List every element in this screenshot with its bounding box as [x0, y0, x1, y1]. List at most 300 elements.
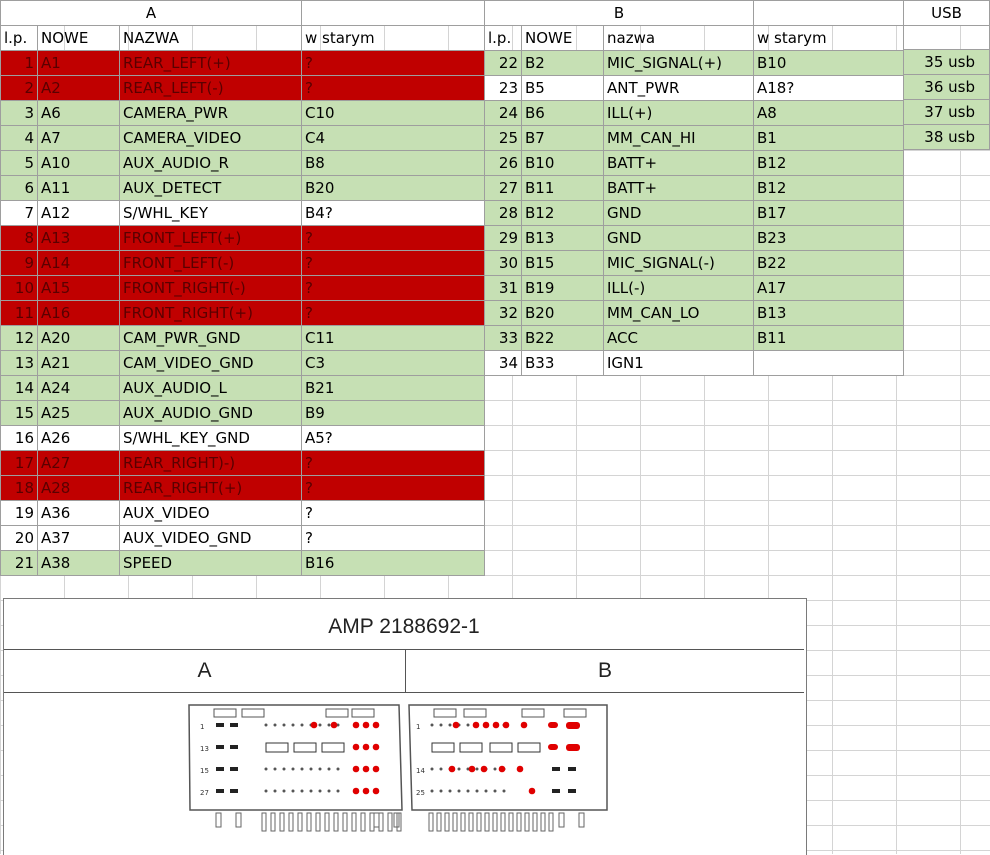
contact: [460, 743, 482, 752]
cell-nowe[interactable]: A24: [38, 376, 120, 401]
cell-nazwa[interactable]: ILL(-): [604, 276, 754, 301]
cell-nowe[interactable]: A26: [38, 426, 120, 451]
cell-nowe[interactable]: A28: [38, 476, 120, 501]
cell-nowe[interactable]: A20: [38, 326, 120, 351]
header-lp[interactable]: l.p.: [1, 26, 38, 51]
contact: [310, 790, 313, 793]
connector-label-b: B: [406, 649, 804, 693]
contact: [449, 790, 452, 793]
cell-w-starym[interactable]: ?: [302, 276, 485, 301]
cell-w-starym[interactable]: B23: [754, 226, 904, 251]
contact: [266, 743, 288, 752]
table-row: [485, 101, 904, 126]
contact: [440, 724, 443, 727]
cell-nazwa[interactable]: CAM_PWR_GND: [120, 326, 302, 351]
contact: [265, 790, 268, 793]
pin: [271, 813, 275, 831]
cell-w-starym[interactable]: ?: [302, 301, 485, 326]
cell-lp[interactable]: 11: [1, 301, 38, 326]
contact: [283, 724, 286, 727]
pin: [501, 813, 505, 831]
table-row: [485, 351, 904, 376]
cell-nazwa[interactable]: AUX_VIDEO: [120, 501, 302, 526]
contact: [568, 789, 576, 793]
housing-a: [189, 705, 402, 810]
table-row: [1, 276, 485, 301]
table-row: [485, 126, 904, 151]
cell-usb[interactable]: 38 usb: [904, 125, 990, 150]
cell-nowe[interactable]: A15: [38, 276, 120, 301]
table-row: [485, 176, 904, 201]
table-a-title[interactable]: A: [1, 1, 302, 26]
contact: [292, 768, 295, 771]
table-row: [485, 151, 904, 176]
cell-nowe[interactable]: A36: [38, 501, 120, 526]
cell-usb[interactable]: 35 usb: [904, 50, 990, 75]
cell-lp[interactable]: 19: [1, 501, 38, 526]
table-row: [1, 301, 485, 326]
cell-nazwa[interactable]: IGN1: [604, 351, 754, 376]
cell-w-starym[interactable]: A18?: [754, 76, 904, 101]
red-marker: [548, 722, 558, 728]
contact: [328, 724, 331, 727]
contact: [216, 745, 224, 749]
cell-w-starym[interactable]: B17: [754, 201, 904, 226]
contact: [301, 724, 304, 727]
cell-w-starym[interactable]: B20: [302, 176, 485, 201]
red-marker: [373, 788, 380, 795]
red-marker: [353, 722, 360, 729]
table-row: [1, 201, 485, 226]
cell-lp[interactable]: 2: [1, 76, 38, 101]
table-row: [1, 376, 485, 401]
contact: [568, 767, 576, 771]
cell-w-starym[interactable]: B4?: [302, 201, 485, 226]
cell-w-starym[interactable]: B8: [302, 151, 485, 176]
pin: [374, 813, 379, 827]
pin: [388, 813, 392, 831]
latch: [564, 709, 586, 717]
contact: [476, 768, 479, 771]
cell-nowe[interactable]: B10: [522, 151, 604, 176]
table-row: [1, 526, 485, 551]
header-w-starym[interactable]: w starym: [754, 26, 904, 51]
cell-w-starym[interactable]: ?: [302, 476, 485, 501]
table-row: [1, 426, 485, 451]
contact: [274, 768, 277, 771]
cell-nazwa[interactable]: REAR_RIGHT)-): [120, 451, 302, 476]
cell-lp[interactable]: 17: [1, 451, 38, 476]
red-marker: [453, 722, 460, 729]
cell-w-starym[interactable]: C11: [302, 326, 485, 351]
cell-nowe[interactable]: A25: [38, 401, 120, 426]
table-row: [485, 276, 904, 301]
pin: [316, 813, 320, 831]
pin-label-b: 25: [416, 789, 425, 797]
contact: [494, 768, 497, 771]
cell-nazwa[interactable]: AUX_AUDIO_L: [120, 376, 302, 401]
table-row: [1, 501, 485, 526]
header-w-starym[interactable]: w starym: [302, 26, 485, 51]
cell-nowe[interactable]: A12: [38, 201, 120, 226]
contact: [328, 768, 331, 771]
header-lp[interactable]: l.p.: [485, 26, 522, 51]
cell-nowe[interactable]: B15: [522, 251, 604, 276]
cell-lp[interactable]: 23: [485, 76, 522, 101]
cell-usb[interactable]: 36 usb: [904, 75, 990, 100]
table-row: [904, 125, 990, 150]
cell-w-starym[interactable]: A17: [754, 276, 904, 301]
contact: [552, 789, 560, 793]
pin: [352, 813, 356, 831]
cell-w-starym[interactable]: C10: [302, 101, 485, 126]
cell-lp[interactable]: 28: [485, 201, 522, 226]
pin: [298, 813, 302, 831]
contact: [319, 724, 322, 727]
cell-lp[interactable]: 27: [485, 176, 522, 201]
pin: [236, 813, 241, 827]
red-marker: [363, 766, 370, 773]
contact: [283, 768, 286, 771]
cell-nazwa[interactable]: AUX_AUDIO_R: [120, 151, 302, 176]
cell-w-starym[interactable]: ?: [302, 51, 485, 76]
pin: [343, 813, 347, 831]
red-marker: [503, 722, 510, 729]
cell-lp[interactable]: 20: [1, 526, 38, 551]
cell-nazwa[interactable]: BATT+: [604, 176, 754, 201]
contact: [301, 790, 304, 793]
cell-lp[interactable]: 24: [485, 101, 522, 126]
cell-lp[interactable]: 14: [1, 376, 38, 401]
table-row: [1, 476, 485, 501]
cell-lp[interactable]: 15: [1, 401, 38, 426]
cell-nowe[interactable]: A13: [38, 226, 120, 251]
latch: [522, 709, 544, 717]
cell-nazwa[interactable]: MM_CAN_LO: [604, 301, 754, 326]
cell-nazwa[interactable]: MIC_SIGNAL(-): [604, 251, 754, 276]
cell-lp[interactable]: 8: [1, 226, 38, 251]
contact: [431, 768, 434, 771]
contact: [301, 768, 304, 771]
pin: [485, 813, 489, 831]
red-marker: [373, 744, 380, 751]
cell-nowe[interactable]: A10: [38, 151, 120, 176]
cell-w-starym[interactable]: ?: [302, 526, 485, 551]
red-marker: [363, 788, 370, 795]
cell-nowe[interactable]: A7: [38, 126, 120, 151]
cell-w-starym[interactable]: ?: [302, 451, 485, 476]
cell-nowe[interactable]: B20: [522, 301, 604, 326]
red-marker: [353, 744, 360, 751]
table-row: [1, 351, 485, 376]
cell-lp[interactable]: 34: [485, 351, 522, 376]
red-marker: [483, 722, 490, 729]
cell-nazwa[interactable]: MM_CAN_HI: [604, 126, 754, 151]
cell-nazwa[interactable]: CAM_VIDEO_GND: [120, 351, 302, 376]
cell-nowe[interactable]: A14: [38, 251, 120, 276]
cell-lp[interactable]: 33: [485, 326, 522, 351]
cell-nazwa[interactable]: SPEED: [120, 551, 302, 576]
table-row: [485, 326, 904, 351]
cell-nazwa[interactable]: AUX_AUDIO_GND: [120, 401, 302, 426]
latch: [326, 709, 348, 717]
table-b: [484, 0, 904, 376]
contact: [322, 743, 344, 752]
red-marker: [449, 766, 456, 773]
contact: [337, 790, 340, 793]
cell-nowe[interactable]: B11: [522, 176, 604, 201]
cell[interactable]: [754, 1, 904, 26]
cell-nazwa[interactable]: ACC: [604, 326, 754, 351]
red-marker: [373, 722, 380, 729]
cell-nowe[interactable]: B13: [522, 226, 604, 251]
cell-nowe[interactable]: B7: [522, 126, 604, 151]
cell-nowe[interactable]: B33: [522, 351, 604, 376]
pin: [533, 813, 537, 831]
cell-nazwa[interactable]: CAMERA_VIDEO: [120, 126, 302, 151]
pin: [429, 813, 433, 831]
table-usb: [903, 0, 990, 150]
contact: [230, 723, 238, 727]
table-row: [1, 76, 485, 101]
table-row: [1, 101, 485, 126]
red-marker: [493, 722, 500, 729]
contact: [503, 790, 506, 793]
connector-title: AMP 2188692-1: [4, 599, 804, 650]
cell-nowe[interactable]: B2: [522, 51, 604, 76]
table-row: [485, 226, 904, 251]
cell-lp[interactable]: 25: [485, 126, 522, 151]
cell-w-starym[interactable]: B12: [754, 151, 904, 176]
table-row: [904, 75, 990, 100]
cell-w-starym[interactable]: B16: [302, 551, 485, 576]
header-nowe[interactable]: NOWE: [38, 26, 120, 51]
cell-nowe[interactable]: A38: [38, 551, 120, 576]
cell-nowe[interactable]: B12: [522, 201, 604, 226]
latch: [214, 709, 236, 717]
cell-lp[interactable]: 4: [1, 126, 38, 151]
cell-nowe[interactable]: B19: [522, 276, 604, 301]
cell-lp[interactable]: 18: [1, 476, 38, 501]
pin: [541, 813, 545, 831]
cell-nowe[interactable]: A21: [38, 351, 120, 376]
cell-lp[interactable]: 3: [1, 101, 38, 126]
cell-lp[interactable]: 10: [1, 276, 38, 301]
pin: [334, 813, 338, 831]
red-marker: [521, 722, 528, 729]
table-usb-title[interactable]: USB: [904, 1, 990, 26]
pin: [469, 813, 473, 831]
contact: [337, 768, 340, 771]
contact: [449, 724, 452, 727]
cell-lp[interactable]: 9: [1, 251, 38, 276]
table-row: [1, 326, 485, 351]
table-row: [1, 126, 485, 151]
cell-lp[interactable]: 21: [1, 551, 38, 576]
cell-nazwa[interactable]: REAR_LEFT(-): [120, 76, 302, 101]
cell-w-starym[interactable]: A8: [754, 101, 904, 126]
cell-lp[interactable]: 12: [1, 326, 38, 351]
pin: [325, 813, 329, 831]
pin-label-a: 27: [200, 789, 209, 797]
pin: [493, 813, 497, 831]
cell-nazwa[interactable]: ANT_PWR: [604, 76, 754, 101]
pin-label-a: 1: [200, 723, 205, 731]
cell-nazwa[interactable]: FRONT_LEFT(-): [120, 251, 302, 276]
contact: [440, 768, 443, 771]
cell-w-starym[interactable]: ?: [302, 226, 485, 251]
contact: [440, 790, 443, 793]
cell-nowe[interactable]: A11: [38, 176, 120, 201]
cell-nowe[interactable]: A16: [38, 301, 120, 326]
cell-w-starym[interactable]: ?: [302, 76, 485, 101]
cell-w-starym[interactable]: B11: [754, 326, 904, 351]
red-marker: [529, 788, 536, 795]
pin: [477, 813, 481, 831]
pin: [549, 813, 553, 831]
header-nowe[interactable]: NOWE: [522, 26, 604, 51]
cell-nowe[interactable]: A37: [38, 526, 120, 551]
cell-nazwa[interactable]: FRONT_RIGHT(-): [120, 276, 302, 301]
red-marker: [473, 722, 480, 729]
cell-nazwa[interactable]: ILL(+): [604, 101, 754, 126]
cell-nazwa[interactable]: BATT+: [604, 151, 754, 176]
cell-nazwa[interactable]: S/WHL_KEY_GND: [120, 426, 302, 451]
cell-nazwa[interactable]: CAMERA_PWR: [120, 101, 302, 126]
red-marker: [311, 722, 318, 729]
cell-w-starym[interactable]: B12: [754, 176, 904, 201]
cell-w-starym[interactable]: C4: [302, 126, 485, 151]
cell-lp[interactable]: 7: [1, 201, 38, 226]
latch: [434, 709, 456, 717]
cell-nazwa[interactable]: REAR_LEFT(+): [120, 51, 302, 76]
contact: [431, 790, 434, 793]
cell-lp[interactable]: 13: [1, 351, 38, 376]
cell-nowe[interactable]: A1: [38, 51, 120, 76]
latch: [242, 709, 264, 717]
contact: [432, 743, 454, 752]
cell-lp[interactable]: 22: [485, 51, 522, 76]
cell-w-starym[interactable]: B13: [754, 301, 904, 326]
cell-nazwa[interactable]: AUX_DETECT: [120, 176, 302, 201]
cell-nowe[interactable]: A2: [38, 76, 120, 101]
pin: [579, 813, 584, 827]
cell-lp[interactable]: 32: [485, 301, 522, 326]
cell-nazwa[interactable]: REAR_RIGHT(+): [120, 476, 302, 501]
red-marker: [499, 766, 506, 773]
contact: [310, 768, 313, 771]
cell-nazwa[interactable]: FRONT_RIGHT(+): [120, 301, 302, 326]
cell-nowe[interactable]: B5: [522, 76, 604, 101]
cell-lp[interactable]: 5: [1, 151, 38, 176]
table-b-title[interactable]: B: [485, 1, 754, 26]
contact: [216, 789, 224, 793]
contact: [292, 790, 295, 793]
cell-lp[interactable]: 16: [1, 426, 38, 451]
pin: [361, 813, 365, 831]
table-row: [904, 50, 990, 75]
cell-nowe[interactable]: B6: [522, 101, 604, 126]
cell-lp[interactable]: 31: [485, 276, 522, 301]
cell-nazwa[interactable]: MIC_SIGNAL(+): [604, 51, 754, 76]
pin: [509, 813, 513, 831]
cell-lp[interactable]: 6: [1, 176, 38, 201]
connector-label-a: A: [4, 649, 406, 693]
contact: [292, 724, 295, 727]
table-a: [0, 0, 485, 576]
cell-w-starym[interactable]: B1: [754, 126, 904, 151]
contact: [328, 790, 331, 793]
cell-w-starym[interactable]: B21: [302, 376, 485, 401]
contact: [518, 743, 540, 752]
latch: [352, 709, 374, 717]
header-nazwa[interactable]: nazwa: [604, 26, 754, 51]
cell-nowe[interactable]: B22: [522, 326, 604, 351]
red-marker: [517, 766, 524, 773]
red-marker: [566, 722, 580, 729]
contact: [476, 790, 479, 793]
cell-w-starym[interactable]: B10: [754, 51, 904, 76]
cell[interactable]: [904, 26, 990, 50]
cell-w-starym[interactable]: C3: [302, 351, 485, 376]
table-row: [1, 251, 485, 276]
cell-w-starym[interactable]: B9: [302, 401, 485, 426]
contact: [458, 768, 461, 771]
red-marker: [363, 722, 370, 729]
cell-nazwa[interactable]: GND: [604, 226, 754, 251]
cell-w-starym[interactable]: [754, 351, 904, 376]
contact: [216, 723, 224, 727]
cell-nazwa[interactable]: S/WHL_KEY: [120, 201, 302, 226]
contact: [458, 790, 461, 793]
pin-label-b: 14: [416, 767, 425, 775]
pin-label-b: 1: [416, 723, 421, 731]
red-marker: [363, 744, 370, 751]
cell-lp[interactable]: 30: [485, 251, 522, 276]
pin-label-a: 13: [200, 745, 209, 753]
cell-lp[interactable]: 26: [485, 151, 522, 176]
cell-w-starym[interactable]: B22: [754, 251, 904, 276]
contact: [294, 743, 316, 752]
cell-nazwa[interactable]: FRONT_LEFT(+): [120, 226, 302, 251]
cell-w-starym[interactable]: ?: [302, 251, 485, 276]
cell-nowe[interactable]: A27: [38, 451, 120, 476]
contact: [431, 724, 434, 727]
cell-w-starym[interactable]: ?: [302, 501, 485, 526]
header-nazwa[interactable]: NAZWA: [120, 26, 302, 51]
table-row: [1, 401, 485, 426]
cell-nowe[interactable]: A6: [38, 101, 120, 126]
cell-usb[interactable]: 37 usb: [904, 100, 990, 125]
cell-lp[interactable]: 1: [1, 51, 38, 76]
pin: [453, 813, 457, 831]
pin: [379, 813, 383, 831]
contact: [490, 743, 512, 752]
red-marker: [353, 766, 360, 773]
contact: [216, 767, 224, 771]
red-marker: [331, 722, 338, 729]
cell-w-starym[interactable]: A5?: [302, 426, 485, 451]
table-row: [1, 451, 485, 476]
cell-lp[interactable]: 29: [485, 226, 522, 251]
table-row: [904, 100, 990, 125]
cell[interactable]: [302, 1, 485, 26]
contact: [319, 790, 322, 793]
cell-nazwa[interactable]: AUX_VIDEO_GND: [120, 526, 302, 551]
cell-nazwa[interactable]: GND: [604, 201, 754, 226]
contact: [230, 789, 238, 793]
contact: [552, 767, 560, 771]
